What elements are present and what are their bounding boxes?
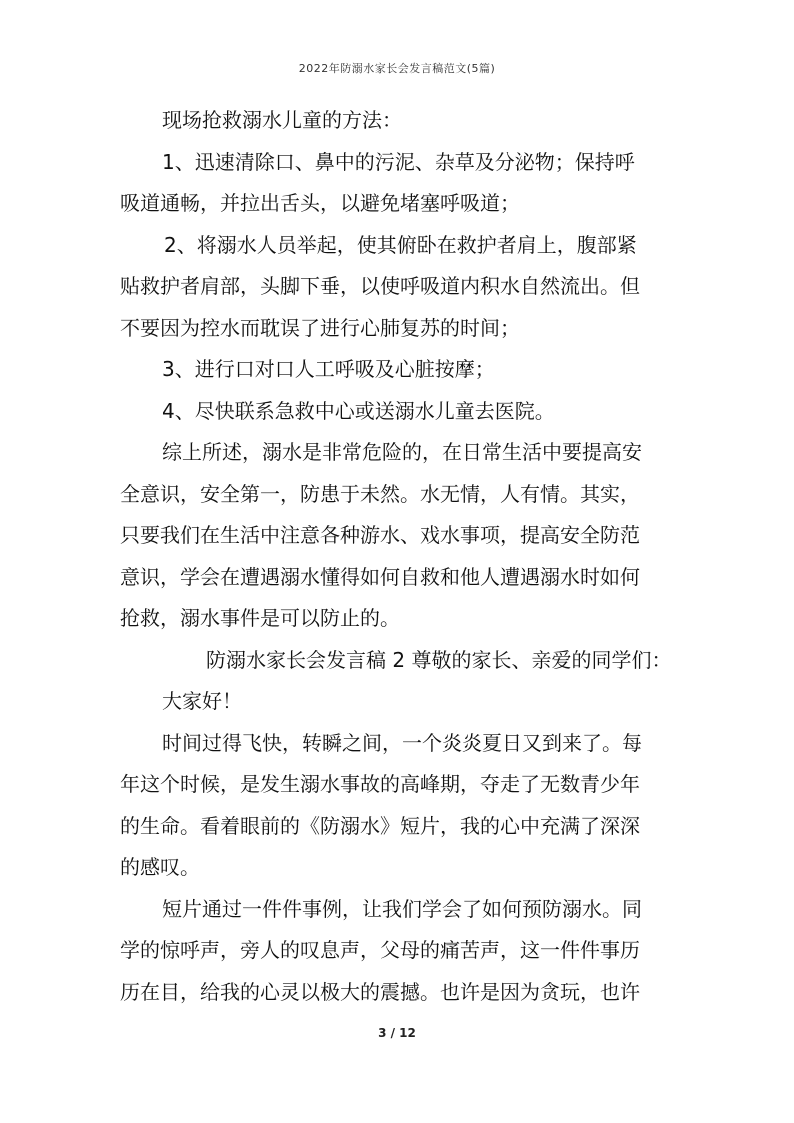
document-body [120, 100, 680, 1013]
text-line: 2、将溺水人员举起，使其俯卧在救护者肩上，腹部紧 [164, 232, 637, 257]
text-line: 历在目，给我的心灵以极大的震撼。也许是因为贪玩，也许 [120, 979, 640, 1004]
text-line: 只要我们在生活中注意各种游水、戏水事项，提高安全防范 [120, 523, 640, 547]
text-line: 1、迅速清除口、鼻中的污泥、杂草及分泌物；保持呼 [162, 149, 635, 174]
text-line: 全意识，安全第一，防患于未然。水无情，人有情。其实， [120, 481, 640, 506]
text-line: 4、尽快联系急救中心或送溺水儿童去医院。 [162, 398, 555, 423]
page-header: 2022年防溺水家长会发言稿范文(5篇) [298, 62, 496, 75]
text-line: 抢救，溺水事件是可以防止的。 [120, 606, 400, 630]
text-line: 不要因为控水而耽误了进行心肺复苏的时间； [120, 315, 520, 340]
text-line: 吸道通畅，并拉出舌头，以避免堵塞呼吸道； [120, 191, 520, 215]
text-line: 大家好！ [162, 689, 242, 713]
text-line: 贴救护者肩部，头脚下垂，以使呼吸道内积水自然流出。但 [120, 274, 640, 298]
text-line: 意识，学会在遭遇溺水懂得如何自救和他人遭遇溺水时如何 [120, 564, 640, 589]
text-line: 学的惊呼声，旁人的叹息声，父母的痛苦声，这一件件事历 [120, 938, 640, 962]
page-number: 3 / 12 [378, 1026, 416, 1040]
text-line: 综上所述，溺水是非常危险的，在日常生活中要提高安 [162, 440, 642, 464]
text-line: 的感叹。 [120, 855, 200, 879]
text-line: 年这个时候，是发生溺水事故的高峰期，夺走了无数青少年 [120, 772, 640, 796]
text-line: 的生命。看着眼前的《防溺水》短片，我的心中充满了深深 [120, 813, 640, 838]
text-line: 3、进行口对口人工呼吸及心脏按摩； [162, 357, 495, 381]
text-line: 短片通过一件件事例，让我们学会了如何预防溺水。同 [162, 896, 642, 921]
text-line: 现场抢救溺水儿童的方法： [162, 108, 402, 132]
section-title: 防溺水家长会发言稿 2 尊敬的家长、亲爱的同学们： [206, 647, 672, 672]
text-line: 时间过得飞快，转瞬之间，一个炎炎夏日又到来了。每 [162, 730, 642, 755]
